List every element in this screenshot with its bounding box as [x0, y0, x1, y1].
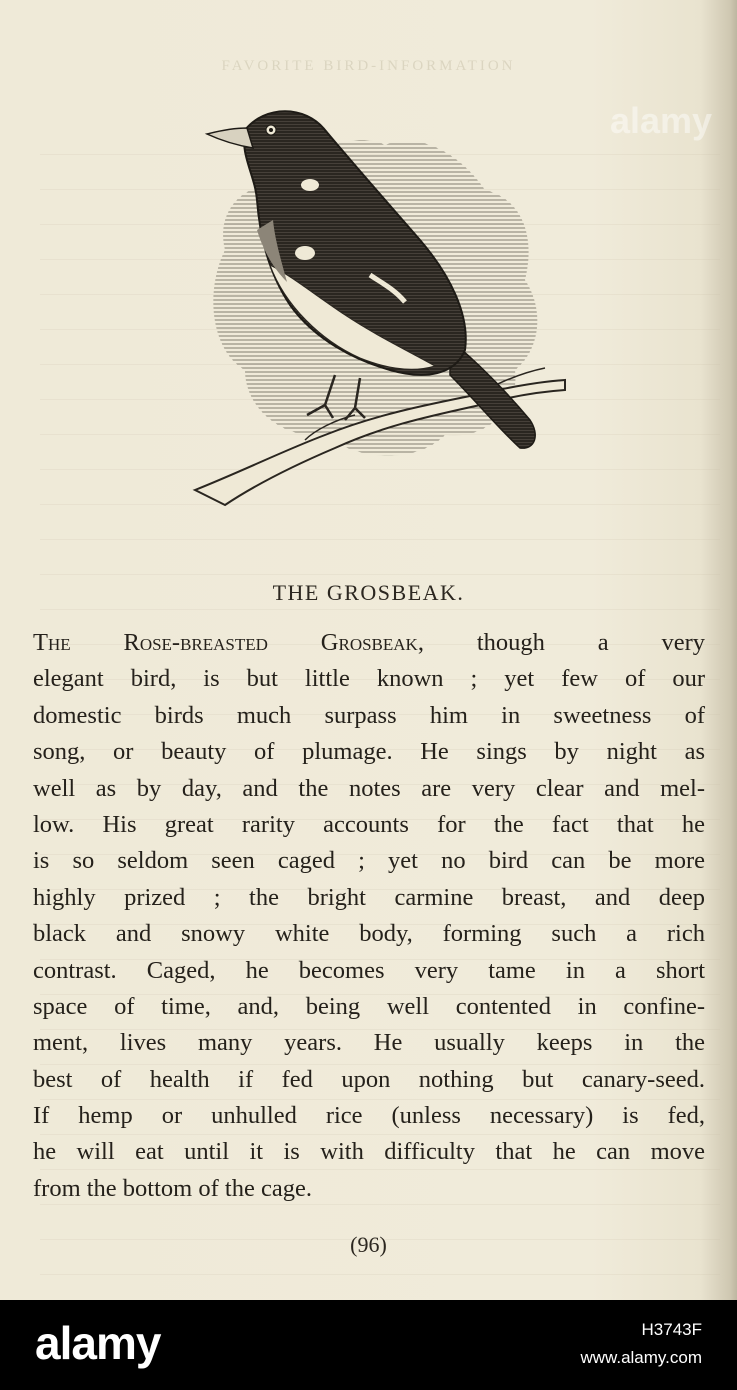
- text-line: well as by day, and the notes are very clear and mel-: [33, 774, 705, 802]
- body-paragraph: [33, 625, 705, 1207]
- text-line: is so seldom seen caged ; yet no bird can be more: [33, 847, 705, 875]
- grosbeak-illustration: [185, 90, 575, 520]
- text-line: black and snowy white body, forming such a rich: [33, 920, 705, 948]
- illustration-caption: THE GROSBEAK.: [272, 580, 465, 605]
- stock-footer: [0, 1300, 737, 1390]
- text-line: song, or beauty of plumage. He sings by night as: [33, 738, 705, 766]
- text-line: he will eat until it is with difficulty that he can move: [33, 1138, 705, 1166]
- site-url: www.alamy.com: [580, 1348, 702, 1367]
- text-line: highly prized ; the bright carmine breast, and deep: [33, 883, 705, 911]
- text-line: best of health if fed upon nothing but canary-seed.: [33, 1065, 705, 1093]
- bird-beak: [207, 128, 253, 148]
- text-line: domestic birds much surpass him in sweetness of: [33, 701, 705, 729]
- text-line: contrast. Caged, he becomes very tame in a short: [33, 956, 705, 984]
- text-line: from the bottom of the cage.: [33, 1174, 312, 1202]
- text-line: elegant bird, is but little known ; yet few of our: [33, 665, 705, 693]
- watermark-text: alamy: [610, 100, 713, 141]
- text-line: low. His great rarity accounts for the fact that he: [33, 810, 705, 838]
- alamy-logo: alamy: [35, 1317, 161, 1369]
- text-line: If hemp or unhulled rice (unless necessary) is fed,: [33, 1102, 705, 1130]
- page-number: (96): [350, 1232, 387, 1257]
- text-line: space of time, and, being well contented in confine-: [33, 992, 705, 1020]
- text-line: The Rose-breasted Grosbeak, though a very: [33, 629, 705, 656]
- show-through-header: FAVORITE BIRD-INFORMATION: [221, 58, 516, 74]
- image-id: H3743F: [641, 1320, 702, 1339]
- text-line: ment, lives many years. He usually keeps in the: [33, 1029, 705, 1057]
